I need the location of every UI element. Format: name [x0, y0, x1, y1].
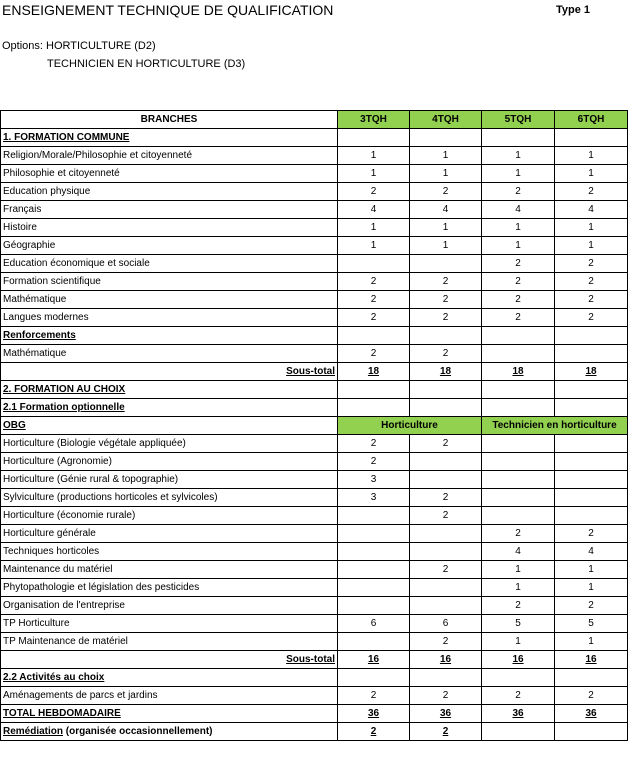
row-value: 2 — [338, 453, 410, 471]
row-value: 1 — [410, 165, 482, 183]
table-row — [1, 147, 628, 165]
row-label: Techniques horticoles — [1, 543, 338, 561]
table-row — [1, 453, 628, 471]
table-row — [1, 471, 628, 489]
row-label: Education physique — [1, 183, 338, 201]
row-label: Horticulture (Biologie végétale appliquée) — [1, 435, 338, 453]
row-value — [410, 453, 482, 471]
table-row — [1, 507, 628, 525]
row-value: 1 — [482, 219, 555, 237]
section-formation-au-choix: 2. FORMATION AU CHOIX — [1, 381, 338, 399]
row-value: 2 — [482, 291, 555, 309]
row-value — [338, 525, 410, 543]
empty-cell — [555, 129, 628, 147]
row-value — [482, 453, 555, 471]
table-row — [1, 435, 628, 453]
row-value — [338, 579, 410, 597]
row-value: 2 — [338, 291, 410, 309]
row-label: Sylviculture (productions horticoles et sylvicoles) — [1, 489, 338, 507]
row-value: 1 — [482, 165, 555, 183]
remediation-value: 2 — [410, 723, 482, 741]
row-value: 1 — [555, 579, 628, 597]
row-value: 2 — [482, 525, 555, 543]
options-line-2: TECHNICIEN EN HORTICULTURE (D3) — [47, 58, 246, 70]
type-label: Type 1 — [556, 4, 591, 16]
group-technicien-horticulture: Technicien en horticulture — [482, 417, 628, 435]
table-row — [1, 237, 628, 255]
row-value — [555, 453, 628, 471]
row-value: 2 — [410, 273, 482, 291]
row-value — [410, 525, 482, 543]
empty-cell — [482, 669, 555, 687]
row-value: 2 — [338, 435, 410, 453]
section-formation-commune: 1. FORMATION COMMUNE — [1, 129, 338, 147]
row-value: 2 — [482, 597, 555, 615]
row-value: 3 — [338, 489, 410, 507]
table-row — [1, 129, 628, 147]
table-row — [1, 615, 628, 633]
empty-cell — [555, 669, 628, 687]
table-row — [1, 723, 628, 741]
row-value: 2 — [555, 687, 628, 705]
subtotal-2-value: 16 — [410, 651, 482, 669]
table-row — [1, 381, 628, 399]
row-value: 2 — [410, 489, 482, 507]
table-row — [1, 669, 628, 687]
row-value: 1 — [482, 633, 555, 651]
total-hebdomadaire: TOTAL HEBDOMADAIRE — [1, 705, 338, 723]
subtotal-2: Sous-total — [1, 651, 338, 669]
total-hebdomadaire-value: 36 — [482, 705, 555, 723]
table-row — [1, 309, 628, 327]
row-value: 1 — [338, 219, 410, 237]
empty-cell — [410, 327, 482, 345]
row-label: Formation scientifique — [1, 273, 338, 291]
row-value — [482, 435, 555, 453]
row-value — [555, 489, 628, 507]
row-value: 1 — [338, 237, 410, 255]
empty-cell — [410, 669, 482, 687]
empty-cell — [338, 381, 410, 399]
empty-cell — [338, 399, 410, 417]
row-value — [338, 561, 410, 579]
row-value: 2 — [338, 183, 410, 201]
table-row — [1, 165, 628, 183]
table-row — [1, 201, 628, 219]
empty-cell — [338, 327, 410, 345]
table-row — [1, 579, 628, 597]
row-value: 2 — [410, 561, 482, 579]
row-value: 2 — [555, 255, 628, 273]
row-value: 2 — [482, 687, 555, 705]
table-row — [1, 363, 628, 381]
row-value — [482, 489, 555, 507]
remediation-value — [555, 723, 628, 741]
table-row — [1, 489, 628, 507]
row-value: 2 — [338, 345, 410, 363]
branches-header: BRANCHES — [1, 111, 338, 129]
empty-cell — [482, 129, 555, 147]
obg-label: OBG — [1, 417, 338, 435]
table-row — [1, 273, 628, 291]
remediation-value: 2 — [338, 723, 410, 741]
column-header: 3TQH — [338, 111, 410, 129]
row-value: 2 — [410, 309, 482, 327]
table-row — [1, 705, 628, 723]
row-label: Organisation de l'entreprise — [1, 597, 338, 615]
row-value: 6 — [410, 615, 482, 633]
row-value: 2 — [338, 309, 410, 327]
table-row — [1, 399, 628, 417]
row-value: 1 — [410, 147, 482, 165]
subtotal-2-value: 16 — [338, 651, 410, 669]
table-row — [1, 291, 628, 309]
empty-cell — [338, 129, 410, 147]
row-value: 2 — [555, 183, 628, 201]
row-value: 4 — [555, 201, 628, 219]
row-value — [338, 597, 410, 615]
subtotal-1-value: 18 — [338, 363, 410, 381]
section-activites-au-choix: 2.2 Activités au choix — [1, 669, 338, 687]
row-value — [338, 633, 410, 651]
row-value — [410, 543, 482, 561]
table-row — [1, 417, 628, 435]
row-value: 3 — [338, 471, 410, 489]
row-label: Aménagements de parcs et jardins — [1, 687, 338, 705]
row-value: 2 — [338, 687, 410, 705]
row-label: Philosophie et citoyenneté — [1, 165, 338, 183]
row-value — [482, 345, 555, 363]
subtotal-2-value: 16 — [555, 651, 628, 669]
row-value — [410, 579, 482, 597]
remediation-label — [1, 723, 338, 741]
row-value: 4 — [482, 201, 555, 219]
table-row — [1, 111, 628, 129]
row-value: 2 — [410, 435, 482, 453]
row-value: 4 — [555, 543, 628, 561]
table-row — [1, 561, 628, 579]
document-title: ENSEIGNEMENT TECHNIQUE DE QUALIFICATION — [2, 2, 334, 18]
row-label: TP Horticulture — [1, 615, 338, 633]
row-label: Education économique et sociale — [1, 255, 338, 273]
remediation-value — [482, 723, 555, 741]
section-formation-optionnelle: 2.1 Formation optionnelle — [1, 399, 338, 417]
row-value: 4 — [482, 543, 555, 561]
row-value: 2 — [555, 273, 628, 291]
empty-cell — [482, 327, 555, 345]
subtotal-1-value: 18 — [482, 363, 555, 381]
empty-cell — [410, 381, 482, 399]
row-label: Géographie — [1, 237, 338, 255]
row-value: 1 — [555, 147, 628, 165]
row-label: Langues modernes — [1, 309, 338, 327]
row-value: 1 — [482, 237, 555, 255]
table-row — [1, 219, 628, 237]
row-value: 1 — [555, 633, 628, 651]
row-value: 6 — [338, 615, 410, 633]
subtotal-1: Sous-total — [1, 363, 338, 381]
table-row — [1, 345, 628, 363]
row-value — [555, 507, 628, 525]
row-value — [338, 507, 410, 525]
row-value: 2 — [338, 273, 410, 291]
row-value — [555, 471, 628, 489]
row-value — [410, 255, 482, 273]
row-value: 2 — [555, 309, 628, 327]
column-header: 5TQH — [482, 111, 555, 129]
row-label: Phytopathologie et législation des pesticides — [1, 579, 338, 597]
row-label: Horticulture (économie rurale) — [1, 507, 338, 525]
row-value: 1 — [555, 165, 628, 183]
row-label: Horticulture (Agronomie) — [1, 453, 338, 471]
row-label: Histoire — [1, 219, 338, 237]
row-value: 2 — [482, 255, 555, 273]
row-value — [482, 507, 555, 525]
schedule-table — [0, 110, 628, 741]
row-label: TP Maintenance de matériel — [1, 633, 338, 651]
row-value: 2 — [410, 507, 482, 525]
section-renforcements: Renforcements — [1, 327, 338, 345]
empty-cell — [482, 381, 555, 399]
table-row — [1, 183, 628, 201]
row-value — [482, 471, 555, 489]
row-value: 1 — [482, 561, 555, 579]
row-value: 2 — [555, 597, 628, 615]
row-value: 1 — [555, 561, 628, 579]
table-row — [1, 633, 628, 651]
row-value: 2 — [410, 345, 482, 363]
total-hebdomadaire-value: 36 — [410, 705, 482, 723]
total-hebdomadaire-value: 36 — [555, 705, 628, 723]
row-value: 1 — [338, 147, 410, 165]
row-label: Mathématique — [1, 291, 338, 309]
row-value: 2 — [482, 309, 555, 327]
empty-cell — [555, 381, 628, 399]
row-value: 1 — [482, 147, 555, 165]
row-value: 5 — [555, 615, 628, 633]
row-value — [555, 435, 628, 453]
row-value: 2 — [482, 183, 555, 201]
row-label: Maintenance du matériel — [1, 561, 338, 579]
row-value: 5 — [482, 615, 555, 633]
group-horticulture: Horticulture — [338, 417, 482, 435]
row-value: 2 — [410, 687, 482, 705]
empty-cell — [338, 669, 410, 687]
row-value: 1 — [338, 165, 410, 183]
row-value: 2 — [410, 183, 482, 201]
row-value — [410, 471, 482, 489]
empty-cell — [410, 399, 482, 417]
row-label: Horticulture (Génie rural & topographie) — [1, 471, 338, 489]
row-value — [555, 345, 628, 363]
empty-cell — [555, 327, 628, 345]
column-header: 4TQH — [410, 111, 482, 129]
row-label: Français — [1, 201, 338, 219]
remediation-bold: Remédiation — [3, 726, 64, 737]
row-value: 1 — [410, 237, 482, 255]
table-row — [1, 327, 628, 345]
empty-cell — [482, 399, 555, 417]
total-hebdomadaire-value: 36 — [338, 705, 410, 723]
row-value: 4 — [338, 201, 410, 219]
row-value: 1 — [482, 579, 555, 597]
row-value: 1 — [555, 219, 628, 237]
table-row — [1, 651, 628, 669]
row-value: 2 — [555, 291, 628, 309]
row-value — [338, 255, 410, 273]
row-value — [410, 597, 482, 615]
row-label: Mathématique — [1, 345, 338, 363]
table-row — [1, 525, 628, 543]
row-value: 2 — [482, 273, 555, 291]
row-value: 4 — [410, 201, 482, 219]
subtotal-1-value: 18 — [555, 363, 628, 381]
options-line-1: Options: HORTICULTURE (D2) — [2, 40, 156, 52]
table-row — [1, 687, 628, 705]
row-value: 2 — [410, 633, 482, 651]
row-value: 1 — [410, 219, 482, 237]
table-row — [1, 255, 628, 273]
subtotal-1-value: 18 — [410, 363, 482, 381]
row-value: 2 — [555, 525, 628, 543]
row-label: Horticulture générale — [1, 525, 338, 543]
remediation-note: (organisée occasionnellement) — [63, 726, 213, 737]
row-value — [338, 543, 410, 561]
row-label: Religion/Morale/Philosophie et citoyenneté — [1, 147, 338, 165]
table-row — [1, 597, 628, 615]
row-value: 1 — [555, 237, 628, 255]
subtotal-2-value: 16 — [482, 651, 555, 669]
empty-cell — [410, 129, 482, 147]
column-header: 6TQH — [555, 111, 628, 129]
empty-cell — [555, 399, 628, 417]
row-value: 2 — [410, 291, 482, 309]
table-row — [1, 543, 628, 561]
